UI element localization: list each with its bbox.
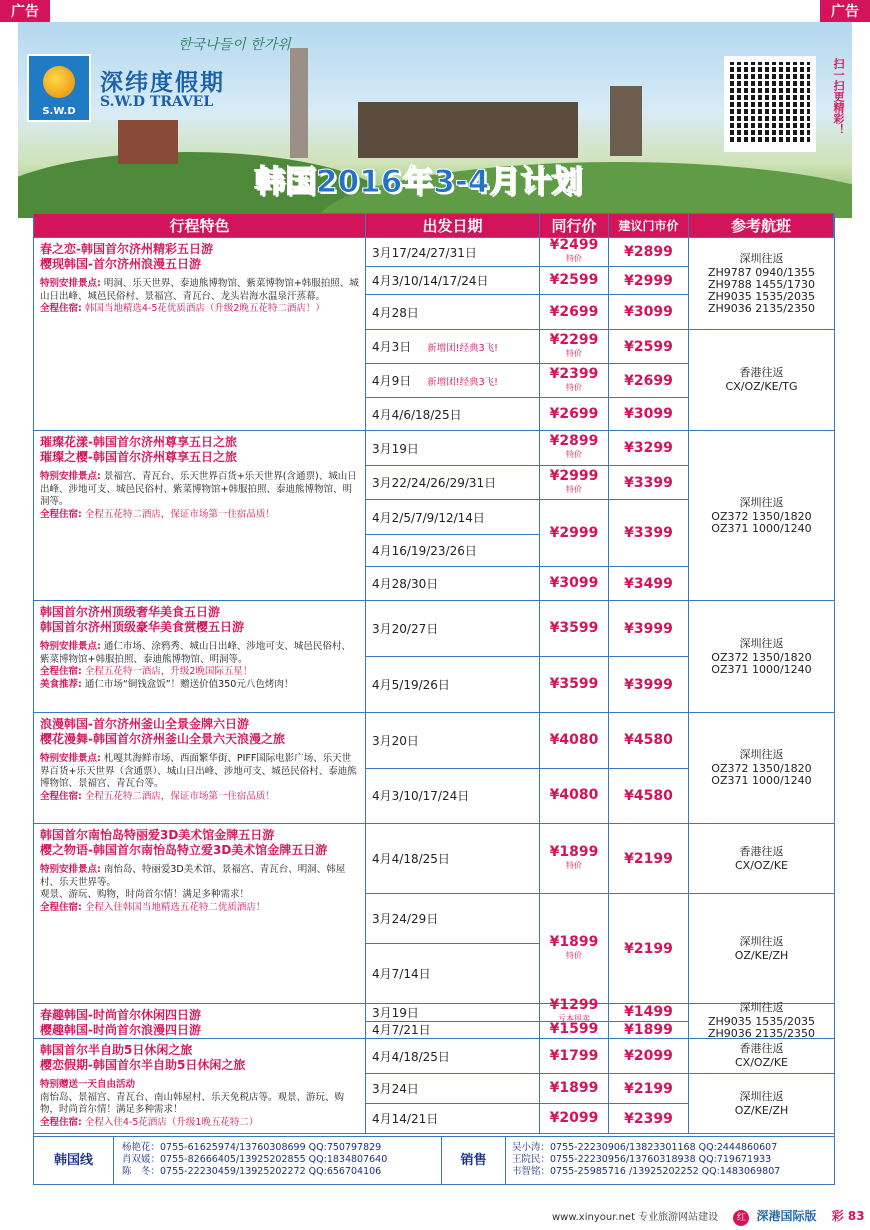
date-text: 4月28日 — [372, 305, 419, 320]
tour-title: 璀璨之樱-韩国首尔济州尊享五日之旅 — [40, 450, 237, 464]
tour-title: 浪漫韩国-首尔济州釜山全景金牌六日游 — [40, 717, 249, 731]
price-value: ¥2599 — [549, 272, 599, 288]
flight-code: ZH9036 2135/2350 — [708, 301, 815, 315]
flight-code: OZ372 1350/1820 — [711, 762, 812, 775]
ad-label-left: 广告 — [0, 0, 50, 22]
contact-line: 杨艳花：0755-61625974/13760308699 QQ:750797829 — [122, 1142, 382, 1153]
price-note: 特价 — [566, 382, 582, 392]
departure-date — [366, 267, 540, 295]
departure-date — [366, 944, 540, 1004]
market-price: ¥3399 — [609, 500, 689, 567]
hotel-value: 全程入住韩国当地精选五花特二优质酒店！ — [84, 901, 266, 913]
footer-line-label: 韩国线 — [34, 1137, 114, 1184]
date-text: 4月9日 — [372, 374, 412, 388]
peer-price — [540, 1022, 609, 1040]
flight-code: CX/OZ/KE/TG — [725, 380, 798, 393]
price-note: 特价 — [566, 950, 582, 960]
flight-code: ZH9035 1535/2035 — [708, 1015, 815, 1028]
tour-title: 春趣韩国-时尚首尔休闲四日游 — [40, 1008, 201, 1022]
ad-label-right: 广告 — [820, 0, 870, 22]
date-text: 4月28/30日 — [372, 577, 439, 591]
peer-price — [540, 657, 609, 713]
date-text: 4月14/21日 — [372, 1112, 439, 1126]
food-label: 美食推荐: — [40, 678, 82, 690]
sights-value: 通仁市场、涂鸦秀、城山日出峰、涉地可支、城邑民俗村、紫菜博物馆+韩服拍照、泰迪熊博物馆、明洞等。 — [40, 641, 351, 665]
market-price: ¥3099 — [609, 398, 689, 431]
market-price: ¥4580 — [609, 713, 689, 769]
date-text: 3月24日 — [372, 1082, 419, 1096]
hotel-value: 全程入住4-5花酒店（升级1晚五花特二） — [84, 1116, 259, 1128]
price-value: ¥2699 — [549, 405, 599, 422]
qr-label: 扫一扫更精彩！ — [832, 58, 845, 135]
price-value: ¥1899 — [549, 1080, 599, 1096]
flight-code: OZ371 1000/1240 — [711, 521, 812, 535]
peer-price — [540, 267, 609, 295]
date-text: 4月3/10/17/24日 — [372, 789, 470, 804]
peer-price — [540, 824, 609, 894]
statue-illustration — [610, 86, 642, 156]
qr-pattern-icon — [730, 62, 810, 142]
tour-title: 樱趣韩国-时尚首尔浪漫四日游 — [40, 1023, 201, 1037]
market-price: ¥4580 — [609, 769, 689, 825]
flight-code: CX/OZ/KE — [735, 858, 788, 872]
sights-value: 札嘎其海鲜市场、西面繁华街、PIFF国际电影广场、乐天世界百货+乐天世界（含通票）、城山日出峰、涉地可支、城邑民俗村、泰迪熊博物馆、景福宫、青瓦台等。 — [40, 753, 357, 789]
column-header-price: 同行价 — [540, 214, 609, 238]
date-text: 4月4/18/25日 — [372, 852, 450, 866]
price-note: 亏本甩卖 — [558, 1014, 590, 1024]
price-value: ¥1899 — [549, 843, 599, 860]
departure-date — [366, 601, 540, 657]
peer-price — [540, 1104, 609, 1134]
price-value: ¥2699 — [549, 303, 599, 320]
qr-code[interactable] — [724, 56, 816, 152]
date-text: 3月19日 — [372, 441, 419, 456]
peer-price — [540, 1039, 609, 1074]
edition-name: 深港国际版 — [756, 1209, 817, 1223]
peer-price — [540, 330, 609, 364]
contacts-right — [506, 1137, 836, 1184]
sights-label: 特别安排景点: — [40, 864, 101, 875]
price-value: ¥2899 — [549, 433, 599, 449]
itinerary-feature-1 — [34, 238, 366, 431]
hotel-label: 全程住宿: — [40, 790, 82, 802]
departure-date — [366, 330, 540, 364]
date-text: 3月17/24/27/31日 — [372, 245, 477, 260]
tour-title: 樱恋假期-韩国首尔半自助5日休闲之旅 — [40, 1058, 246, 1072]
hotel-text — [40, 791, 359, 804]
contact-footer — [33, 1137, 835, 1185]
date-text: 4月2/5/7/9/12/14日 — [372, 510, 485, 525]
peer-price — [540, 364, 609, 398]
market-price: ¥1499 — [609, 1004, 689, 1022]
tour-title: 樱之物语-韩国首尔南怡岛特立爱3D美术馆金牌五日游 — [40, 843, 328, 857]
date-text: 4月16/19/23/26日 — [372, 544, 477, 558]
market-price: ¥3499 — [609, 567, 689, 601]
tour-title: 韩国首尔济州顶级奢华美食五日游 — [40, 605, 221, 619]
hotel-value: 全程五花特二酒店，保证市场第一住宿品质！ — [84, 790, 275, 802]
sights-text — [40, 278, 359, 303]
column-header-market: 建议门市价 — [609, 214, 689, 238]
peer-price — [540, 500, 609, 567]
flight-code: ZH9036 2135/2350 — [708, 1027, 815, 1040]
sights-text — [40, 864, 359, 889]
market-price: ¥2599 — [609, 330, 689, 364]
hotel-value: 全程五花特一酒店，升级2晚国际五星！ — [84, 666, 253, 677]
new-tour-note: 新增团!经典3飞! — [427, 342, 498, 354]
market-price: ¥3399 — [609, 466, 689, 500]
market-price: ¥1899 — [609, 1022, 689, 1040]
globe-icon — [43, 66, 75, 98]
flight-info — [689, 1039, 834, 1074]
departure-date — [366, 500, 540, 535]
price-note: 特价 — [566, 860, 582, 870]
departure-date — [366, 769, 540, 825]
date-text: 3月24/29日 — [372, 912, 439, 926]
price-value: ¥2099 — [549, 1110, 599, 1126]
flight-route: 深圳往返 — [739, 636, 784, 650]
flight-code: CX/OZ/KE — [735, 1056, 788, 1069]
flight-code: OZ372 1350/1820 — [711, 509, 812, 523]
date-text: 3月20日 — [372, 733, 419, 748]
korean-script: 한국나들이 한가위 — [178, 37, 291, 53]
contact-line: 王院民：0755-22230956/13760318938 QQ:719671933 — [512, 1154, 772, 1165]
page-number: 彩 83 — [831, 1209, 865, 1223]
contact-line: 韦智铭：0755-25985716 /13925202252 QQ:1483069807 — [512, 1166, 781, 1177]
peer-price — [540, 398, 609, 431]
date-text: 4月4/6/18/25日 — [372, 407, 462, 422]
hotel-label: 全程住宿: — [40, 303, 82, 314]
contact-line: 陈 冬：0755-22230459/13925202272 QQ:656704106 — [122, 1166, 382, 1177]
price-value: ¥2499 — [549, 237, 599, 253]
hero-banner — [18, 22, 852, 218]
column-header-feature: 行程特色 — [34, 214, 366, 238]
brand-name-en: S.W.D TRAVEL — [100, 94, 214, 110]
sights-label: 特别安排景点: — [40, 641, 101, 652]
peer-price — [540, 713, 609, 769]
flight-route: 深圳往返 — [739, 251, 784, 265]
pagoda-illustration — [290, 48, 308, 158]
flight-route: 深圳往返 — [739, 1001, 784, 1014]
date-text: 3月22/24/26/29/31日 — [372, 476, 497, 490]
flight-route: 深圳往返 — [739, 748, 784, 761]
departure-date — [366, 1039, 540, 1074]
flight-info — [689, 894, 834, 1004]
date-text: 4月3日 — [372, 340, 412, 354]
sights-text — [40, 471, 359, 509]
hotel-text — [40, 666, 359, 679]
contacts-left — [114, 1137, 442, 1184]
tour-title: 韩国首尔南怡岛特丽爱3D美术馆金牌五日游 — [40, 828, 275, 842]
price-note: 特价 — [566, 484, 582, 494]
market-price: ¥2199 — [609, 894, 689, 1004]
price-note: 特价 — [566, 254, 582, 263]
peer-price — [540, 431, 609, 466]
tour-title: 樱现韩国-首尔济州浪漫五日游 — [40, 257, 201, 271]
footer-sales-label: 销售 — [442, 1137, 506, 1184]
flight-info — [689, 824, 834, 894]
market-price: ¥2199 — [609, 1074, 689, 1104]
hotel-label: 全程住宿: — [40, 508, 82, 520]
tour-title: 璀璨花漾-韩国首尔济州尊享五日之旅 — [40, 435, 237, 449]
price-value: ¥1599 — [549, 1021, 599, 1038]
flight-code: ZH9035 1535/2035 — [708, 289, 815, 303]
price-value: ¥1799 — [549, 1047, 599, 1064]
edition-badge-icon: 红 — [733, 1210, 749, 1226]
tour-title: 韩国首尔济州顶级豪华美食赏樱五日游 — [40, 620, 245, 634]
market-price: ¥3099 — [609, 295, 689, 330]
flight-code: OZ372 1350/1820 — [711, 650, 812, 664]
peer-price — [540, 894, 609, 1004]
itinerary-feature-5 — [34, 824, 366, 1004]
peer-price — [540, 238, 609, 267]
new-tour-note: 新增团!经典3飞! — [427, 376, 498, 388]
departure-date — [366, 535, 540, 567]
sights-value: 景福宫、青瓦台、乐天世界百货+乐天世界(含通票)、城山日出峰、涉地可支、城邑民俗村、紫菜博物馆+韩服拍照、泰迪熊博物馆、明洞等。 — [40, 471, 357, 507]
contact-line: 吴小涛：0755-22230906/13823301168 QQ:2444860607 — [512, 1142, 778, 1153]
date-text: 4月5/19/26日 — [372, 678, 450, 692]
itinerary-table — [33, 213, 835, 1137]
tour-title: 春之恋-韩国首尔济州精彩五日游 — [40, 242, 213, 256]
sights-value: 南怡岛、特丽爱3D美术馆、景福宫、青瓦台、明洞、韩屋村、乐天世界等。 — [40, 864, 346, 888]
sights-label: 特别安排景点: — [40, 471, 101, 482]
flight-info — [689, 1074, 834, 1134]
flight-route: 香港往返 — [739, 366, 784, 379]
market-price: ¥3999 — [609, 657, 689, 713]
itinerary-feature-6 — [34, 1004, 366, 1039]
brand-name: 深纬度假期 — [100, 69, 225, 96]
price-note: 特价 — [566, 348, 582, 358]
price-value: ¥1299 — [549, 997, 599, 1014]
flight-code: OZ/KE/ZH — [734, 1103, 789, 1117]
hotel-value: 全程五花特二酒店，保证市场第一住宿品质！ — [84, 508, 275, 520]
flight-code: OZ371 1000/1240 — [711, 774, 812, 787]
price-value: ¥2999 — [549, 524, 599, 541]
departure-date — [366, 657, 540, 713]
flight-info — [689, 1001, 834, 1040]
flight-code: OZ/KE/ZH — [734, 948, 789, 962]
price-note: 特价 — [566, 450, 582, 459]
departure-date — [366, 567, 540, 601]
itinerary-feature-7 — [34, 1039, 366, 1134]
sights-value: 明洞、乐天世界、泰迪熊博物馆、紫菜博物馆+韩服拍照、城山日出峰、城邑民俗村、景福宫、青瓦台、龙头岩海水温泉汗蒸幕。 — [40, 278, 359, 302]
peer-price — [540, 567, 609, 601]
hotel-label: 全程住宿: — [40, 1116, 82, 1128]
price-value: ¥2999 — [549, 467, 599, 484]
departure-date — [366, 1074, 540, 1104]
sights-value: 南怡岛、景福宫、青瓦台、南山韩屋村、乐天免税店等。观景、游玩、购物，时尚首尔情！满足多种需求！ — [40, 1091, 345, 1115]
sights-text — [40, 753, 359, 791]
departure-date — [366, 894, 540, 944]
price-value: ¥4080 — [549, 787, 599, 804]
departure-date — [366, 398, 540, 431]
date-text: 4月7/21日 — [372, 1023, 431, 1038]
flight-route: 深圳往返 — [739, 934, 784, 948]
peer-price — [540, 466, 609, 500]
date-text: 4月4/18/25日 — [372, 1049, 450, 1064]
departure-date — [366, 824, 540, 894]
departure-date — [366, 1004, 540, 1022]
site-url[interactable]: www.xinyour.net 专业旅游网站建设 — [552, 1212, 719, 1223]
flight-info — [689, 601, 834, 713]
departure-date — [366, 431, 540, 466]
flight-info — [689, 330, 834, 431]
extra-text: 观景、游玩、购物，时尚首尔情！满足多种需求！ — [40, 889, 250, 900]
peer-price — [540, 601, 609, 657]
market-price: ¥2699 — [609, 364, 689, 398]
flight-code: ZH9787 0940/1355 — [708, 265, 815, 279]
price-value: ¥2399 — [549, 365, 599, 382]
flight-info — [689, 238, 834, 330]
itinerary-feature-4 — [34, 713, 366, 824]
departure-date — [366, 1022, 540, 1040]
flight-route: 香港往返 — [739, 844, 784, 858]
flight-code: ZH9788 1455/1730 — [708, 277, 815, 291]
itinerary-feature-3 — [34, 601, 366, 713]
flight-info — [689, 431, 834, 601]
hotel-text — [40, 509, 359, 522]
flight-route: 深圳往返 — [739, 1089, 784, 1103]
page-footer — [552, 1207, 865, 1226]
date-text: 3月20/27日 — [372, 622, 439, 636]
contact-line: 肖双媛：0755-82666405/13925202855 QQ:1834807640 — [122, 1154, 388, 1165]
market-price: ¥2999 — [609, 267, 689, 295]
market-price: ¥2399 — [609, 1104, 689, 1134]
date-text: 3月19日 — [372, 1005, 419, 1020]
market-price: ¥3299 — [609, 431, 689, 466]
peer-price — [540, 295, 609, 330]
hotel-text — [40, 1117, 359, 1130]
sights-label: 特别安排景点: — [40, 278, 101, 289]
itinerary-feature-2 — [34, 431, 366, 601]
date-text: 4月7/14日 — [372, 967, 431, 981]
hotel-value: 韩国当地精选4-5花优质酒店（升级2晚五花特二酒店！） — [84, 303, 325, 314]
special-note: 特别赠送一天自由活动 — [40, 1079, 136, 1090]
price-value: ¥4080 — [549, 731, 599, 748]
departure-date — [366, 466, 540, 500]
hotel-text — [40, 902, 359, 915]
peer-price — [540, 997, 609, 1024]
hotel-text — [40, 303, 359, 316]
peer-price — [540, 769, 609, 825]
peer-price — [540, 1074, 609, 1104]
sights-label: 特别安排景点: — [40, 753, 101, 764]
tour-title: 樱花漫舞-韩国首尔济州釜山全景六天浪漫之旅 — [40, 732, 285, 746]
flight-code: OZ371 1000/1240 — [711, 662, 812, 676]
gate-illustration — [118, 120, 178, 164]
market-price: ¥3999 — [609, 601, 689, 657]
sights-text — [40, 641, 359, 666]
market-price: ¥2199 — [609, 824, 689, 894]
flight-info — [689, 713, 834, 824]
departure-date — [366, 238, 540, 267]
brand-logo: S.W.D — [27, 54, 91, 122]
price-value: ¥3599 — [549, 676, 599, 692]
column-header-flight: 参考航班 — [689, 214, 834, 238]
price-value: ¥3099 — [549, 575, 599, 591]
price-value: ¥3599 — [549, 620, 599, 636]
palace-illustration — [358, 102, 578, 158]
date-text: 4月3/10/14/17/24日 — [372, 274, 489, 288]
market-price: ¥2899 — [609, 238, 689, 267]
departure-date — [366, 295, 540, 330]
departure-date — [366, 713, 540, 769]
market-price: ¥2099 — [609, 1039, 689, 1074]
price-value: ¥1899 — [549, 933, 599, 950]
food-text — [40, 679, 359, 692]
page-title: 韩国2016年3-4月计划 — [254, 164, 583, 200]
departure-date — [366, 1104, 540, 1134]
hotel-label: 全程住宿: — [40, 666, 82, 677]
price-value: ¥2299 — [549, 331, 599, 348]
food-value: 通仁市场“铜钱盒饭”！赠送价值350元八色烤肉！ — [84, 678, 294, 690]
column-header-date: 出发日期 — [366, 214, 540, 238]
tour-title: 韩国首尔半自助5日休闲之旅 — [40, 1043, 193, 1057]
flight-route: 香港往返 — [739, 1042, 784, 1055]
sights-text — [40, 1092, 359, 1117]
flight-route: 深圳往返 — [739, 495, 784, 509]
departure-date — [366, 364, 540, 398]
hotel-label: 全程住宿: — [40, 901, 82, 913]
